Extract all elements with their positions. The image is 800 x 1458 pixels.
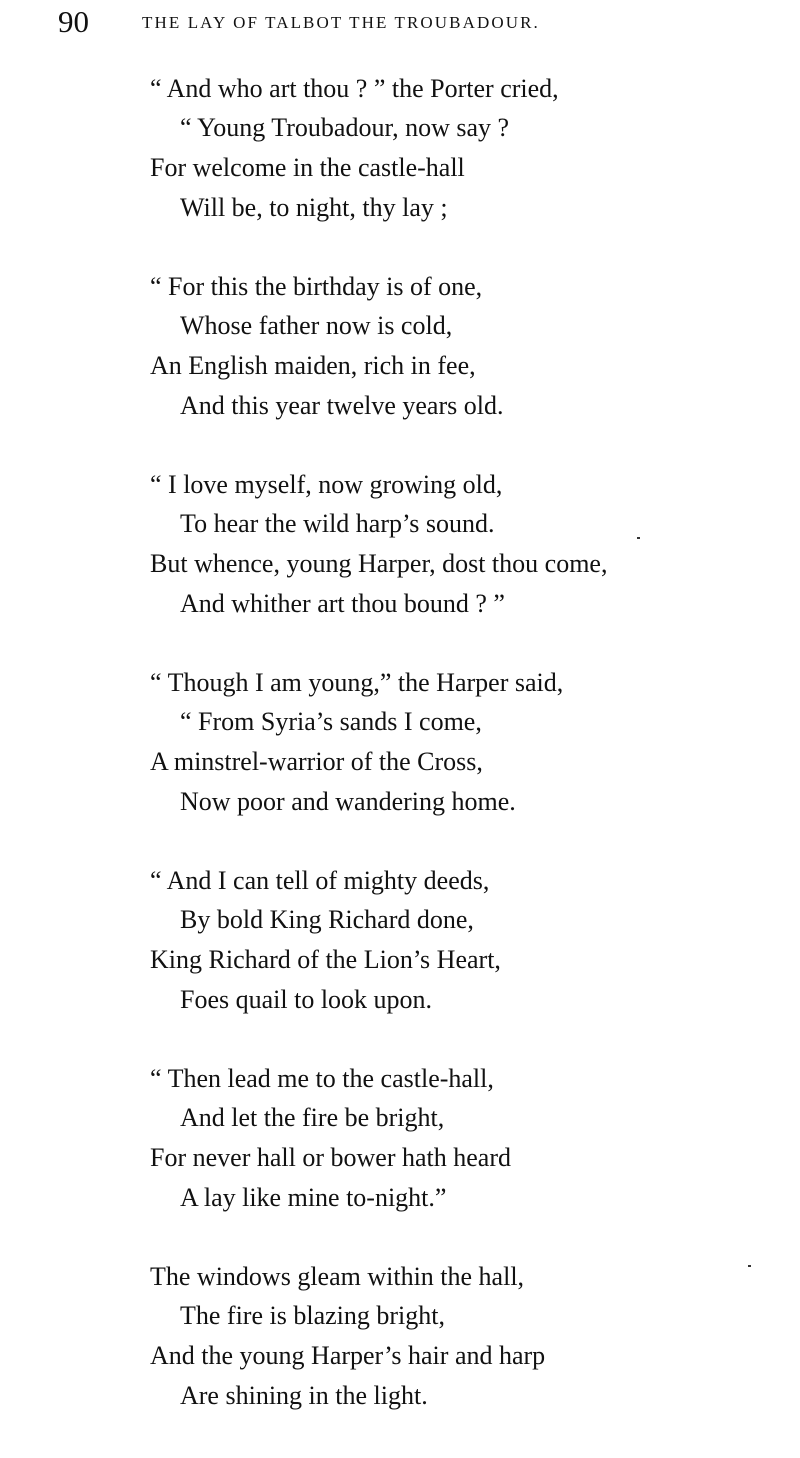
stanza — [0, 862, 800, 1020]
verse-line: “ And I can tell of mighty deeds, — [150, 866, 490, 895]
verse-line: But whence, young Harper, dost thou come, — [150, 549, 608, 578]
stanza — [0, 1060, 800, 1218]
verse-line: Whose father now is cold, — [180, 311, 453, 340]
verse-line: To hear the wild harp’s sound. — [180, 509, 495, 538]
running-title: THE LAY OF TALBOT THE TROUBADOUR. — [142, 13, 540, 32]
stanza — [0, 466, 800, 624]
stanza — [0, 70, 800, 228]
verse-line: “ From Syria’s sands I come, — [180, 707, 482, 736]
verse-line: King Richard of the Lion’s Heart, — [150, 945, 501, 974]
verse-line: Now poor and wandering home. — [180, 787, 516, 816]
verse-line: For welcome in the castle-hall — [150, 153, 465, 182]
verse-line: The fire is blazing bright, — [180, 1301, 445, 1330]
verse-line: “ Then lead me to the castle-hall, — [150, 1064, 494, 1093]
verse-line: Will be, to night, thy lay ; — [180, 193, 448, 222]
verse-line: An English maiden, rich in fee, — [150, 351, 476, 380]
poem — [0, 70, 800, 1456]
scan-speck — [748, 1265, 751, 1267]
verse-line: “ And who art thou ? ” the Porter cried, — [150, 74, 559, 103]
verse-line: A minstrel-warrior of the Cross, — [150, 747, 483, 776]
verse-line: A lay like mine to-night.” — [180, 1183, 447, 1212]
verse-line: “ For this the birthday is of one, — [150, 272, 483, 301]
verse-line: “ I love myself, now growing old, — [150, 470, 503, 499]
verse-line: “ Young Troubadour, now say ? — [180, 113, 510, 142]
verse-line: And whither art thou bound ? ” — [180, 589, 505, 618]
stanza — [0, 664, 800, 822]
verse-line: Foes quail to look upon. — [180, 985, 433, 1014]
verse-line: And the young Harper’s hair and harp — [150, 1341, 546, 1370]
verse-line: “ Though I am young,” the Harper said, — [150, 668, 564, 697]
page-number: 90 — [58, 4, 89, 39]
verse-line: For never hall or bower hath heard — [150, 1143, 511, 1172]
verse-line: And let the fire be bright, — [180, 1103, 445, 1132]
scan-speck — [637, 537, 640, 539]
verse-line: Are shining in the light. — [180, 1381, 428, 1410]
stanza — [0, 268, 800, 426]
verse-line: By bold King Richard done, — [180, 905, 474, 934]
verse-line: And this year twelve years old. — [180, 391, 504, 420]
running-head — [0, 0, 800, 50]
stanza — [0, 1258, 800, 1416]
verse-line: The windows gleam within the hall, — [150, 1262, 525, 1291]
